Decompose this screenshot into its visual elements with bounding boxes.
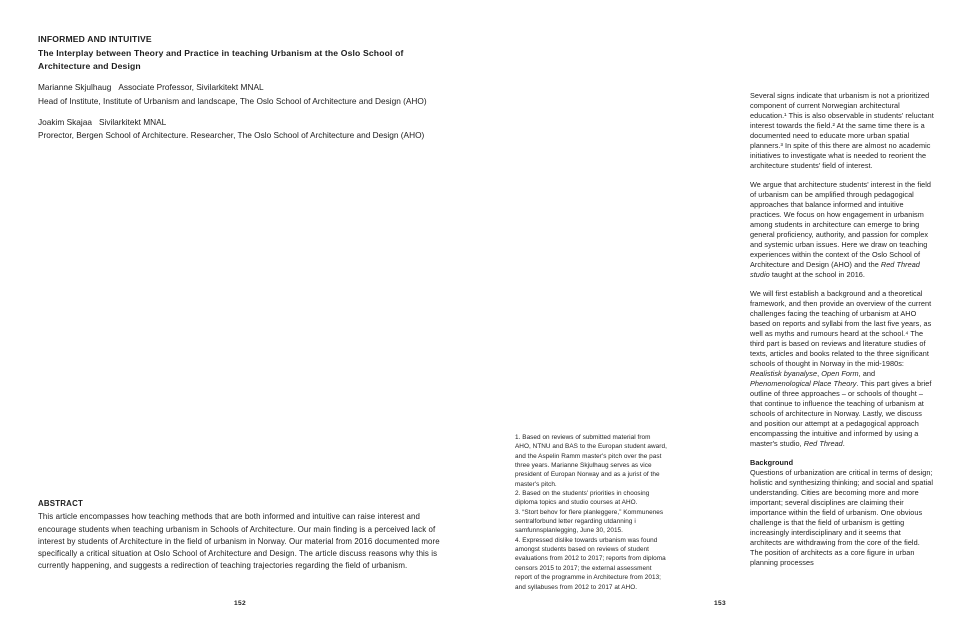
- title-block: [38, 33, 440, 74]
- italic-run: Phenomenological Place Theory: [750, 379, 857, 388]
- italic-run: Open Form: [821, 369, 859, 378]
- body-paragraph: [750, 180, 934, 280]
- author-role: Sivilarkitekt MNAL: [98, 116, 167, 127]
- text-run: .: [842, 439, 845, 448]
- page-right: [480, 0, 960, 637]
- paragraph-text: [750, 289, 934, 449]
- paragraph-text: [750, 91, 934, 171]
- author-entry: [38, 81, 468, 109]
- author-name-line: [38, 116, 468, 130]
- text-run: We will first establish a background and a theoretical framework, and then provide an overview of the current challenges facing the teaching of urbanism at AHO based on reports and syllabi from the last five years, as well as myths and rumours heard at the school.⁴ The third part is based on reviews and literature studies of texts, articles and books related to the three significant schools of thought in Norway in the mid-1980s:: [750, 289, 932, 368]
- author-block: [38, 81, 468, 150]
- author-name-line: [38, 81, 468, 95]
- page-number-left: 152: [234, 600, 246, 607]
- author-name: Marianne Skjulhaug: [38, 82, 112, 92]
- body-paragraph: [750, 289, 934, 449]
- footnote: 3. “Stort behov for flere planleggere,” Kommunenes sentralforbund letter regarding utdanning i samfunnsplanlegging, June 30, 2015.: [515, 508, 664, 535]
- article-title: The Interplay between Theory and Practice in teaching Urbanism at the Oslo School of Architecture and Design: [38, 47, 404, 71]
- author-entry: [38, 116, 468, 144]
- author-affiliation: Prorector, Bergen School of Architecture. Researcher, The Oslo School of Architecture and Design (AHO): [38, 130, 425, 141]
- section-heading: Background: [750, 458, 794, 467]
- body-paragraph: [750, 91, 934, 171]
- text-run: . This part gives a brief outline of three approaches – or schools of thought – that continue to influence the teaching of urbanism at schools of architecture in Norway. Lastly, we discuss and position our attempt at a pedagogical approach encompassing the intuitive and informed by using a master's studio,: [750, 379, 932, 448]
- italic-run: Red Thread: [803, 439, 843, 448]
- paragraph-text: [750, 180, 934, 280]
- abstract-heading: ABSTRACT: [38, 499, 83, 508]
- footnotes-column: [515, 433, 667, 592]
- italic-run: Red Thread studio: [750, 260, 920, 279]
- author-affiliation: Head of Institute, Institute of Urbanism and landscape, The Oslo School of Architecture and Design (AHO): [38, 95, 427, 106]
- text-run: , and: [858, 369, 876, 378]
- main-text-column: [750, 91, 934, 577]
- footnote: 1. Based on reviews of submitted material from AHO, NTNU and BAS to the Europan student award, and the Aspelin Ramm master's pitch over the past three years. Marianne Skjulhaug serves as vice president of Europan Norway and as a jurist of the master's pitch.: [515, 434, 667, 488]
- text-run: Several signs indicate that urbanism is not a prioritized component of current Norwegian architectural education.¹ This is also observable in students' reluctant interest towards the field.² At the same time there is a documented need to educate more urban spatial planners.³ In spite of this there are almost no academic initiatives to investigate what is needed to reorient the architecture students' field of interest.: [750, 91, 934, 170]
- text-run: We argue that architecture students' interest in the field of urbanism can be amplified through pedagogical approaches that balance informed and intuitive practices. We focus on how engagement in urbanism among students in architecture can emerge to bring general proficiency, authority, and passion for complex and systemic urban issues. Here we draw on teaching experiences within the context of the Oslo School of Architecture and Design (AHO) and the: [750, 180, 932, 269]
- paragraph-text: [750, 468, 934, 568]
- text-run: ,: [817, 369, 822, 378]
- abstract-text: This article encompasses how teaching methods that are both informed and intuitive can raise interest and encourage students when teaching urbanism in Schools of Architecture. Our main finding is a perceived lack of interest by students of Architecture in the field of urbanism in Norway. Our material from 2016 documented more specifically a critical situation at Oslo School of Architecture and Design. The article discuss reasons why this is currently happening, and suggests a redirection of teaching trajectories regarding the field of urbanism.: [38, 512, 440, 571]
- footnote: 4. Expressed dislike towards urbanism was found amongst students based on reviews of student evaluations from 2012 to 2017; reports from diploma censors 2015 to 2017; the external assessment report of the programme in Architecture from 2013; and syllabuses from 2012 to 2017 at AHO.: [515, 536, 666, 591]
- text-run: taught at the school in 2016.: [769, 270, 865, 279]
- author-role: Associate Professor, Sivilarkitekt MNAL: [118, 82, 264, 92]
- article-kicker: INFORMED AND INTUITIVE: [38, 34, 152, 44]
- italic-run: Realistisk byanalyse: [750, 369, 818, 378]
- abstract-section: [38, 498, 458, 573]
- footnote: 2. Based on the students' priorities in choosing diploma topics and studio courses at AHO.: [515, 490, 650, 507]
- text-run: Questions of urbanization are critical in terms of design; holistic and synthesizing thinking; and social and spatial understanding. Cities are becoming more and more important; several disciplines are claiming their importance within the field of urbanism. One obvious challenge is that the field of urbanism is getting increasingly interdisciplinary and it seems that architects are withdrawing from the core of the field. The position of architects as a core figure in urban planning processes: [750, 468, 933, 567]
- body-paragraph: [750, 458, 934, 568]
- author-name: Joakim Skajaa: [38, 116, 92, 127]
- page-number-right: 153: [714, 600, 726, 607]
